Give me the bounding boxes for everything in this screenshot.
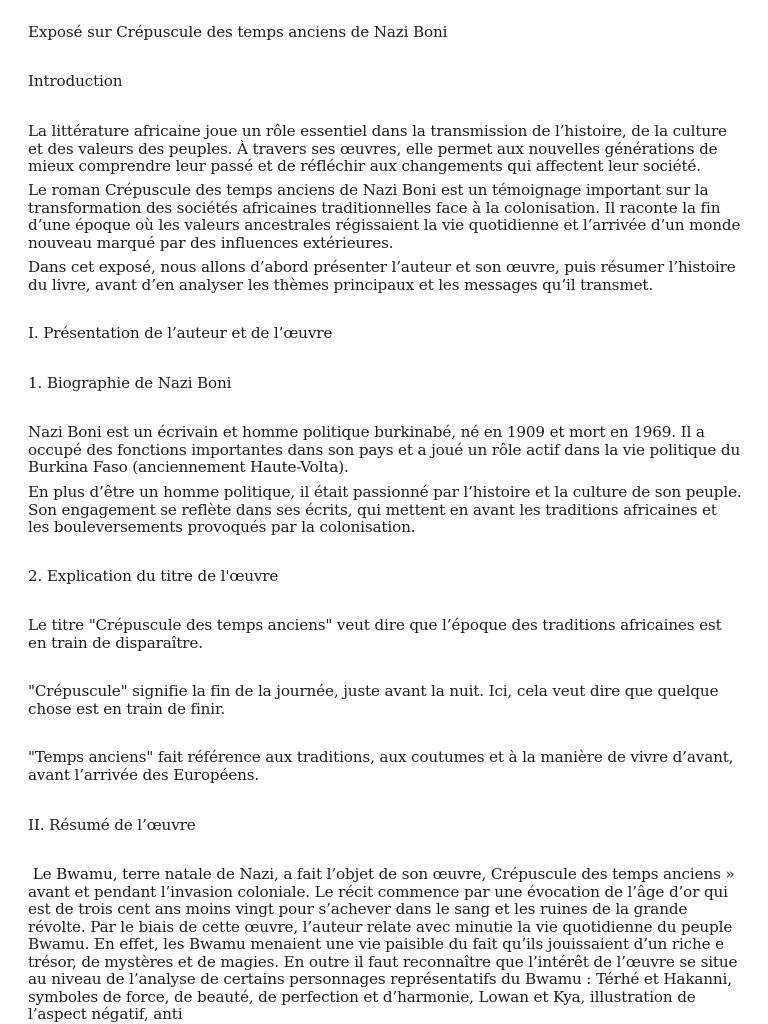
section-2-heading: II. Résumé de l’œuvre	[28, 816, 196, 834]
section-1-heading: I. Présentation de l’auteur et de l’œuvre	[28, 324, 333, 342]
document-title: Exposé sur Crépuscule des temps anciens de Nazi Boni	[28, 23, 448, 41]
biography-paragraph-1: Nazi Boni est un écrivain et homme politique burkinabé, né en 1909 et mort en 1969. Il a occupé des fonctions importantes dans son pays et a joué un rôle actif dans la vie politique du Burkina Faso (anciennement Haute-Volta).	[28, 423, 741, 476]
title-paragraph-1: Le titre "Crépuscule des temps anciens" veut dire que l’époque des traditions africaines est en train de disparaître.	[28, 616, 722, 652]
intro-paragraph-3: Dans cet exposé, nous allons d’abord présenter l’auteur et son œuvre, puis résumer l’histoire du livre, avant d’en analyser les thèmes principaux et les messages qu’il transmet.	[28, 258, 736, 294]
title-paragraph-2: "Crépuscule" signifie la fin de la journée, juste avant la nuit. Ici, cela veut dire que quelque chose est en train de finir.	[28, 682, 719, 718]
summary-paragraph: Le Bwamu, terre natale de Nazi, a fait l’objet de son œuvre, Crépuscule des temps anciens » avant et pendant l’invasion coloniale. Le récit commence par une évocation de l’âge d’or qui est de trois cent ans moins vingt pour s’achever dans le sang et les ruines de la grande révolte. Par le biais de cette œuvre, l’auteur relate avec minutie la vie quotidienne du peuple Bwamu. En effet, les Bwamu menaient une vie paisible du fait qu’ils jouissaient d’un riche e trésor, de mystères et de magies. En outre il faut reconnaître que l’intérêt de l’œuvre se situe au niveau de l’analyse de certains personnages représentatifs du Bwamu : Térhé et Hakanni, symboles de force, de beauté, de perfection et d’harmonie, Lowan et Kya, illustration de l’aspect négatif, anti	[28, 865, 743, 1023]
title-paragraph-3: "Temps anciens" fait référence aux traditions, aux coutumes et à la manière de vivre d’avant, avant l’arrivée des Européens.	[28, 748, 734, 784]
intro-paragraph-2: Le roman Crépuscule des temps anciens de Nazi Boni est un témoignage important sur la transformation des sociétés africaines traditionnelles face à la colonisation. Il raconte la fin d’une époque où les valeurs ancestrales régissaient la vie quotidienne et l’arrivée d’un monde nouveau marqué par des influences extérieures.	[28, 181, 741, 252]
introduction-heading: Introduction	[28, 72, 123, 90]
intro-paragraph-1: La littérature africaine joue un rôle essentiel dans la transmission de l’histoire, de la culture et des valeurs des peuples. À travers ses œuvres, elle permet aux nouvelles générations de mieux comprendre leur passé et de réfléchir aux changements qui affectent leur société.	[28, 122, 727, 175]
biography-paragraph-2: En plus d’être un homme politique, il était passionné par l’histoire et la culture de son peuple. Son engagement se reflète dans ses écrits, qui mettent en avant les traditions africaines et les bouleversements provoqués par la colonisation.	[28, 483, 742, 536]
biography-heading: 1. Biographie de Nazi Boni	[28, 374, 232, 392]
title-explanation-heading: 2. Explication du titre de l'œuvre	[28, 567, 279, 585]
